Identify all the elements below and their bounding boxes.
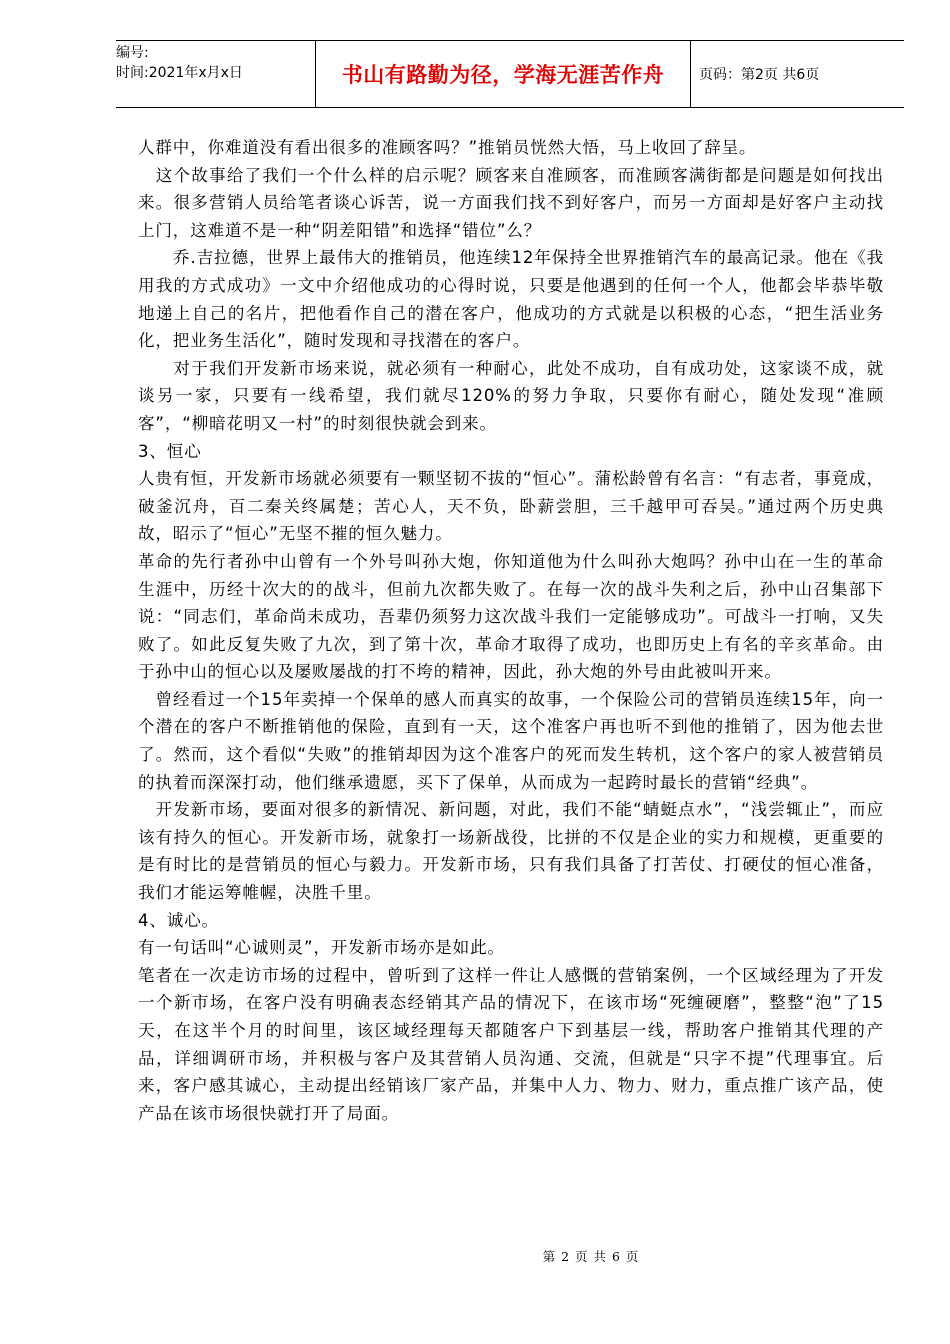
paragraph: 开发新市场，要面对很多的新情况、新问题，对此，我们不能“蜻蜓点水”，“浅尝辄止”，而应该有持久的恒心。开发新市场，就象打一场新战役，比拼的不仅是企业的实力和规模，更重要的是有时比的是营销员的恒心与毅力。开发新市场，只有我们具备了打苦仗、打硬仗的恒心准备，我们才能运筹帷幄，决胜千里。: [138, 800, 884, 903]
paragraph: 对于我们开发新市场来说，就必须有一种耐心，此处不成功，自有成功处，这家谈不成，就谈另一家，只要有一线希望，我们就尽120%的努力争取，只要你有耐心，随处发现“准顾客”，“柳暗花明又一村”的时刻很快就会到来。: [138, 358, 884, 433]
page-header: [116, 40, 904, 108]
document-number-label: 编号:: [116, 45, 149, 61]
header-meta: [116, 41, 314, 109]
paragraph: 人群中，你难道没有看出很多的准顾客吗？”推销员恍然大悟，马上收回了辞呈。: [138, 138, 757, 157]
section-heading: 3、恒心: [138, 441, 202, 461]
paragraph: 人贵有恒，开发新市场就必须要有一颗坚韧不拔的“恒心”。蒲松龄曾有名言：“有志者，事竟成，破釜沉舟，百二秦关终属楚；苦心人，天不负，卧薪尝胆，三千越甲可吞吴。”通过两个历史典故，昭示了“恒心”无坚不摧的恒久魅力。: [138, 469, 884, 544]
paragraph: 乔.吉拉德，世界上最伟大的推销员，他连续12年保持全世界推销汽车的最高记录。他在《我用我的方式成功》一文中介绍他成功的心得时说，只要是他遇到的任何一个人，他都会毕恭毕敬地递上自己的名片，把他看作自己的潜在客户，他成功的方式就是以积极的心态，“把生活业务化，把业务生活化”，随时发现和寻找潜在的客户。: [138, 248, 884, 351]
header-motto: 书山有路勤为径，学海无涯苦作舟: [315, 41, 691, 107]
paragraph: 笔者在一次走访市场的过程中，曾听到了这样一件让人感慨的营销案例，一个区域经理为了开发一个新市场，在客户没有明确表态经销其产品的情况下，在该市场“死缠硬磨”，整整“泡”了15天，在这半个月的时间里，该区域经理每天都随客户下到基层一线，帮助客户推销其代理的产品，详细调研市场，并积极与客户及其营销人员沟通、交流，但就是“只字不提”代理事宜。后来，客户感其诚心，主动提出经销该厂家产品，并集中人力、物力、财力，重点推广该产品，使产品在该市场很快就打开了局面。: [138, 965, 884, 1123]
paragraph: 有一句话叫“心诚则灵”，开发新市场亦是如此。: [138, 938, 505, 958]
paragraph: 革命的先行者孙中山曾有一个外号叫孙大炮，你知道他为什么叫孙大炮吗？孙中山在一生的革命生涯中，历经十次大的的战斗，但前九次都失败了。在每一次的战斗失利之后，孙中山召集部下说：“同志们，革命尚未成功，吾辈仍须努力这次战斗我们一定能够成功”。可战斗一打响，又失败了。如此反复失败了九次，到了第十次，革命才取得了成功，也即历史上有名的辛亥革命。由于孙中山的恒心以及屡败屡战的打不垮的精神，因此，孙大炮的外号由此被叫开来。: [138, 551, 884, 682]
document-body: [138, 134, 884, 1127]
header-page-number: 页码：第2页 共6页: [699, 67, 820, 83]
paragraph: 曾经看过一个15年卖掉一个保单的感人而真实的故事，一个保险公司的营销员连续15年，向一个潜在的客户不断推销他的保险，直到有一天，这个准客户再也听不到他的推销了，因为他去世了。然而，这个看似“失败”的推销却因为这个准客户的死而发生转机，这个客户的家人被营销员的执着而深深打动，他们继承遗愿，买下了保单，从而成为一起跨时最长的营销“经典”。: [138, 689, 884, 792]
document-time-label: 时间:2021年x月x日: [116, 65, 243, 81]
page-footer: 第 2 页 共 6 页: [542, 1249, 640, 1264]
paragraph: 这个故事给了我们一个什么样的启示呢？顾客来自准顾客，而准顾客满街都是问题是如何找出来。很多营销人员给笔者谈心诉苦，说一方面我们找不到好客户，而另一方面却是好客户主动找上门，这难道不是一种“阴差阳错”和选择“错位”么？: [138, 165, 884, 240]
section-heading: 4、诚心。: [138, 910, 219, 930]
